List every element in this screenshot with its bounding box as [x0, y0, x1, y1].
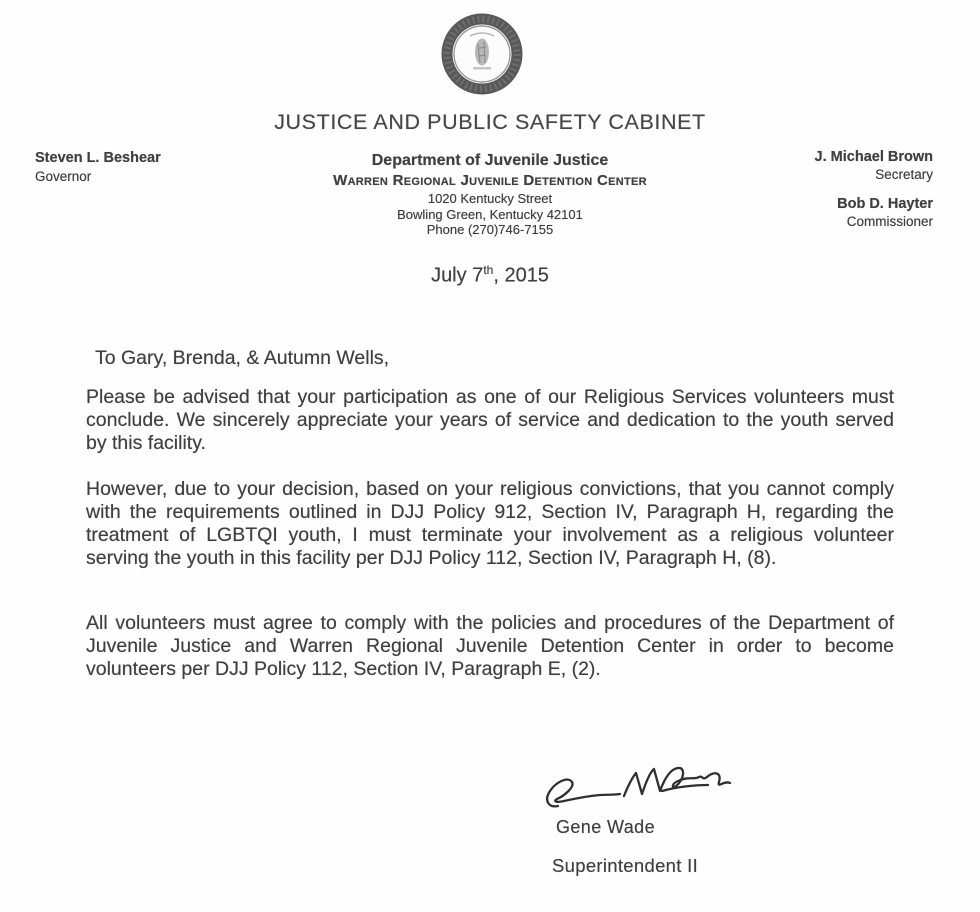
date-day: July 7: [431, 264, 484, 287]
kentucky-state-seal-icon: [440, 11, 524, 95]
signature-gene-wade-icon: [536, 758, 734, 824]
commissioner-name: Bob D. Hayter: [837, 196, 933, 212]
phone-line: Phone (270)746-7155: [426, 222, 554, 237]
commissioner-title: Commissioner: [846, 214, 933, 229]
date-year: , 2015: [493, 264, 549, 287]
address-line-1: 1020 Kentucky Street: [427, 191, 553, 206]
date-ordinal: th: [483, 263, 494, 277]
facility-name: Warren Regional Juvenile Detention Center: [333, 172, 647, 189]
cabinet-title: JUSTICE AND PUBLIC SAFETY CABINET: [274, 110, 706, 134]
secretary-name: J. Michael Brown: [814, 149, 933, 165]
paragraph-1: Please be advised that your participation as one of our Religious Services volunteers must conclude. We sincerely appreciate your years of service and dedication to the youth served by this facility.: [86, 386, 894, 454]
governor-name: Steven L. Beshear: [35, 150, 161, 166]
department-name: Department of Juvenile Justice: [371, 152, 609, 169]
date-line: [0, 263, 980, 288]
paragraph-2: However, due to your decision, based on your religious convictions, that you cannot comply with the requirements outlined in DJJ Policy 912, Section IV, Paragraph H, regarding the treatment of LGBTQI youth, I must terminate your involvement as a religious volunteer serving the youth in this facility per DJJ Policy 112, Section IV, Paragraph H, (8).: [86, 478, 894, 569]
secretary-block: [815, 149, 933, 183]
secretary-title: Secretary: [875, 167, 933, 182]
paragraph-3: All volunteers must agree to comply with the policies and procedures of the Department of Juvenile Justice and Warren Regional Juvenile Detention Center in order to become volunteers per DJJ Policy 112, Section IV, Paragraph E, (2).: [86, 612, 894, 680]
governor-title: Governor: [35, 168, 92, 184]
signer-name: Gene Wade: [556, 817, 655, 837]
address-line-2: Bowling Green, Kentucky 42101: [397, 206, 583, 222]
commissioner-block: [815, 196, 933, 230]
salutation: To Gary, Brenda, & Autumn Wells,: [95, 347, 390, 369]
signer-title: Superintendent II: [552, 855, 699, 876]
officials-block: [815, 149, 933, 230]
